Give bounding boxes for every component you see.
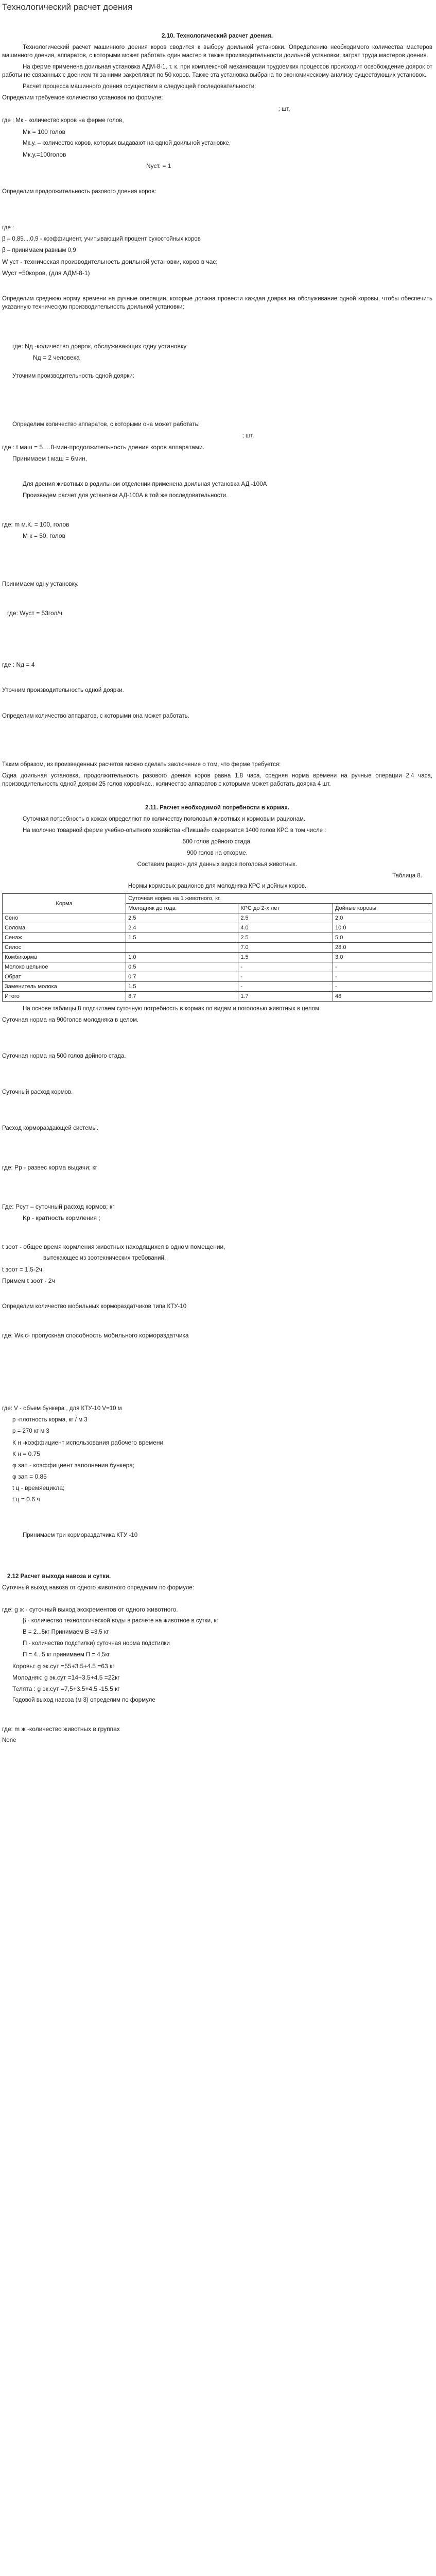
table-cell: 1.7 bbox=[238, 992, 333, 1002]
paragraph: Годовой выход навоза (м 3) определим по формуле bbox=[12, 1697, 155, 1703]
paragraph: Уточним производительность одной доярки: bbox=[12, 373, 134, 379]
table-cell: Итого bbox=[3, 992, 126, 1002]
paragraph: Для доения животных в родильном отделении применена доильная установка АД -100А bbox=[23, 481, 267, 487]
table-header-col: КРС до 2-х лет bbox=[238, 904, 333, 913]
table-row bbox=[3, 943, 432, 953]
paragraph: β - количество технологической воды в расчете на животное в сутки, кг bbox=[23, 1618, 219, 1624]
ration-table bbox=[2, 893, 432, 1002]
table-row bbox=[3, 962, 432, 972]
paragraph: В = 2...5кг Принимаем В =3,5 кг bbox=[23, 1629, 109, 1635]
table-cell: Заменитель молока bbox=[3, 982, 126, 992]
paragraph: β – принимаем равным 0,9 bbox=[2, 247, 76, 253]
section-title-2-10: 2.10. Технологический расчет доения. bbox=[162, 33, 273, 39]
formula-value: где: Wуст = 53гол/ч bbox=[7, 609, 63, 617]
paragraph: Суточная норма на 900голов молодняка в целом. bbox=[2, 1017, 139, 1023]
document-body bbox=[2, 27, 432, 1748]
formula-value: Nуст. = 1 bbox=[146, 162, 171, 170]
table-row bbox=[3, 913, 432, 923]
table-cell: Обрат bbox=[3, 972, 126, 982]
table-header-col: Молодняк до года bbox=[126, 904, 238, 913]
paragraph: φ зап - коэффициент заполнения бункера; bbox=[12, 1462, 135, 1469]
paragraph: Расчет процесса машинного доения осуществим в следующей последовательности: bbox=[23, 83, 256, 90]
paragraph: где : bbox=[2, 225, 14, 231]
table-cell: Солома bbox=[3, 923, 126, 933]
paragraph: Расход кормораздающей системы. bbox=[2, 1125, 98, 1131]
table-cell bbox=[126, 943, 238, 953]
table-cell: 48 bbox=[333, 992, 432, 1002]
paragraph: Коровы: g эк.сут =55+3.5+4.5 =63 кг bbox=[12, 1663, 115, 1670]
paragraph: р = 270 кг м 3 bbox=[12, 1428, 49, 1434]
table-cell: - bbox=[238, 962, 333, 972]
paragraph: Kp - кратность кормления ; bbox=[23, 1214, 100, 1222]
paragraph: Технологический расчет машинного доения коров сводится к выбору доильной установки. Определению необходимого количества мастеров машинного доения, аппаратов, с которыми может работать один мастер в также производительности доильной установки, затрат труда мастеров доения. bbox=[2, 44, 432, 59]
paragraph: Телята : g эк.сут =7,5+3.5+4.5 -15.5 кг bbox=[12, 1685, 120, 1692]
paragraph: Где: Pсут – суточный расход кормов; кг bbox=[2, 1203, 115, 1210]
table-header-col: Дойные коровы bbox=[333, 904, 432, 913]
table-cell: 2.0 bbox=[333, 913, 432, 923]
formula-unit: ; шт. bbox=[242, 433, 254, 439]
table-cell: 2.5 bbox=[238, 913, 333, 923]
table-title: Нормы кормовых рационов для молодняка КРС и дойных коров. bbox=[128, 883, 307, 889]
page-title: Технологический расчет доения bbox=[2, 2, 133, 12]
paragraph: Таким образом, из произведенных расчетов можно сделать заключение о том, что ферме требуется: bbox=[2, 761, 281, 768]
paragraph: Определим количество аппаратов, с которыми она может работать. bbox=[2, 713, 189, 719]
table-cell: Сенаж bbox=[3, 933, 126, 943]
table-cell: 2.5 bbox=[126, 913, 238, 923]
paragraph: W уст - техническая производительность доильной установки, коров в час; bbox=[2, 258, 218, 265]
table-row bbox=[3, 933, 432, 943]
table-cell: 0.5 bbox=[126, 962, 238, 972]
paragraph: Составим рацион для данных видов поголовья животных. bbox=[137, 861, 298, 868]
paragraph: На основе таблицы 8 подсчитаем суточную потребность в кормах по видам и поголовью животных в целом. bbox=[23, 1006, 321, 1012]
table-cell: 0.7 bbox=[126, 972, 238, 982]
paragraph: Примем t зоот - 2ч bbox=[2, 1277, 55, 1284]
paragraph: где: g ж - суточный выход экскрементов от одного животного. bbox=[2, 1606, 178, 1613]
table-cell: Молоко цельное bbox=[3, 962, 126, 972]
table-cell: 7.0 bbox=[238, 943, 333, 953]
formula-value: Nд = 2 человека bbox=[33, 354, 80, 361]
paragraph: где : Мк - количество коров на ферме голов, bbox=[2, 117, 124, 124]
paragraph: где: Nд -количество доярок, обслуживающих одну установку bbox=[12, 343, 187, 350]
table-header-group: Суточная норма на 1 животного, кг. bbox=[126, 894, 432, 904]
table-row bbox=[3, 953, 432, 962]
table-row bbox=[3, 992, 432, 1002]
paragraph: Суточная норма на 500 голов дойного стада. bbox=[2, 1053, 126, 1059]
formula-value: где : Nд = 4 bbox=[2, 661, 35, 668]
paragraph: None bbox=[2, 1737, 16, 1743]
paragraph: где: m м.К. = 100, голов bbox=[2, 521, 69, 528]
table-header-feed: Корма bbox=[3, 894, 126, 913]
paragraph: β – 0,85....0,9 - коэффициент, учитывающий процент сухостойных коров bbox=[2, 236, 201, 242]
table-cell: 10.0 bbox=[333, 923, 432, 933]
paragraph: Определим количество мобильных кормораздатчиков типа КТУ-10 bbox=[2, 1303, 187, 1310]
table-cell: - bbox=[238, 982, 333, 992]
table-cell: Комбикорма bbox=[3, 953, 126, 962]
paragraph: где: m ж -количество животных в группах bbox=[2, 1725, 120, 1733]
paragraph: где: V - объем бункера , для КТУ-10 V=10 м bbox=[2, 1405, 122, 1412]
section-title-2-12: 2.12 Расчет выхода навоза и сутки. bbox=[7, 1573, 111, 1580]
paragraph: 500 голов дойного стада. bbox=[182, 839, 252, 845]
formula-value: Мк = 100 голов bbox=[23, 128, 65, 135]
paragraph: К н -коэффициент использования рабочего времени bbox=[12, 1439, 164, 1446]
paragraph: Одна доильная установка, продолжительность разового доения коров равна 1,8 часа, средняя норма времени на ручные операции 2,4 часа, производительность одной доярки 25 голов коров/час., количество аппаратов с которыми может работать доярка 4 шт. bbox=[2, 773, 432, 787]
table-cell: 5.0 bbox=[333, 933, 432, 943]
formula-unit: ; шт, bbox=[278, 106, 290, 112]
table-cell: 1.0 bbox=[126, 953, 238, 962]
paragraph: На ферме применена доильная установка АДМ-8-1, т. к. при комплексной механизации трудоемких процессов происходит освобождение доярок от работы не связанных с доением тк за ними закрепляют по 50 коров. Также эта установка выбрана по экономическому анализу существующих установок. bbox=[2, 64, 432, 78]
paragraph: вытекающее из зоотехнических требований. bbox=[43, 1255, 166, 1261]
paragraph: Молодняк: g эк.сут =14+3.5+4.5 =22кг bbox=[12, 1674, 120, 1681]
paragraph: П - количество подстилки) суточная норма подстилки bbox=[23, 1640, 170, 1647]
paragraph: Уточним производительность одной доярки. bbox=[2, 687, 124, 693]
table-cell: - bbox=[333, 962, 432, 972]
table-cell: 2.5 bbox=[238, 933, 333, 943]
paragraph: где: Wк.с- пропускная способность мобильного кормораздатчика bbox=[2, 1332, 189, 1339]
formula-value: М к = 50, голов bbox=[23, 532, 65, 539]
paragraph: 900 голов на откорме. bbox=[187, 850, 248, 856]
paragraph: р -плотность корма, кг / м 3 bbox=[12, 1417, 88, 1423]
paragraph: Определим продолжительность разового доения коров: bbox=[2, 189, 156, 195]
paragraph: Определим требуемое количество установок по формуле: bbox=[2, 95, 163, 101]
table-cell: 8.7 bbox=[126, 992, 238, 1002]
table-cell: Сено bbox=[3, 913, 126, 923]
table-cell: 4.0 bbox=[238, 923, 333, 933]
paragraph: где : t маш = 5….8-мин-продолжительность доения коров аппаратами. bbox=[2, 444, 205, 451]
paragraph: Мк.у. – количество коров, которых выдавают на одной доильной установке, bbox=[23, 140, 231, 146]
paragraph: Суточный выход навоза от одного животного определим по формуле: bbox=[2, 1585, 195, 1591]
paragraph: φ зап = 0.85 bbox=[12, 1473, 47, 1480]
paragraph: К н = 0.75 bbox=[12, 1450, 40, 1458]
section-title-2-11: 2.11. Расчет необходимой потребности в кормах. bbox=[145, 805, 289, 811]
formula-value: Принимаем t маш = 6мин, bbox=[12, 455, 87, 462]
table-cell: 3.0 bbox=[333, 953, 432, 962]
table-cell: - bbox=[333, 982, 432, 992]
paragraph: Определим количество аппаратов, с которыми она может работать: bbox=[12, 421, 200, 428]
table-cell: - bbox=[238, 972, 333, 982]
table-cell: 28.0 bbox=[333, 943, 432, 953]
paragraph: Произведем расчет для установки АД-100А в той же последовательности. bbox=[23, 493, 228, 499]
formula-value: Мк.у.=100голов bbox=[23, 151, 66, 158]
table-caption: Таблица 8. bbox=[392, 873, 422, 879]
paragraph: t ц - времяецикла; bbox=[12, 1484, 65, 1492]
table-cell: 1.5 bbox=[126, 933, 238, 943]
table-cell: 1.5 bbox=[126, 982, 238, 992]
table-row bbox=[3, 923, 432, 933]
paragraph: П = 4...5 кг принимаем П = 4,5кг bbox=[23, 1652, 110, 1658]
paragraph: t зоот - общее время кормления животных находящихся в одном помещении, bbox=[2, 1243, 225, 1250]
paragraph: t зоот = 1,5-2ч. bbox=[2, 1266, 44, 1273]
paragraph: Определим среднюю норму времени на ручные операции, которые должна провести каждая доярка на обслуживание одной коровы, чтобы обеспечить указанную техническую производительность доильной установки; bbox=[2, 296, 432, 310]
paragraph: где: Pp - развес корма выдачи; кг bbox=[2, 1164, 98, 1171]
table-cell: - bbox=[333, 972, 432, 982]
paragraph: На молочно товарной ферме учебно-опытного хозяйства «Пикшай» содержатся 1400 голов КРС в том числе : bbox=[23, 827, 326, 834]
table-row bbox=[3, 972, 432, 982]
paragraph: Принимаем одну установку. bbox=[2, 581, 79, 587]
paragraph: Принимаем три кормораздатчика КТУ -10 bbox=[23, 1532, 138, 1538]
paragraph: t ц = 0.6 ч bbox=[12, 1496, 40, 1503]
table-cell: 1.5 bbox=[238, 953, 333, 962]
table-cell: Силос bbox=[3, 943, 126, 953]
paragraph: Суточный расход кормов. bbox=[2, 1089, 73, 1095]
paragraph: Wуст =50коров, (для АДМ-8-1) bbox=[2, 269, 90, 277]
paragraph: Суточная потребность в кожах определяют по количеству поголовья животных и кормовым рационам. bbox=[23, 816, 306, 822]
table-row bbox=[3, 982, 432, 992]
table-cell: 2.4 bbox=[126, 923, 238, 933]
